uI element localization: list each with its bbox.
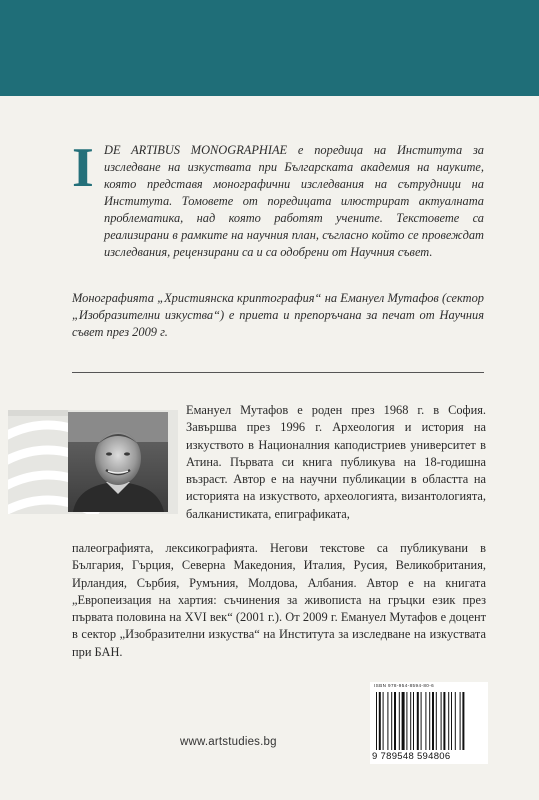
author-bio-continued: палеографията, лексикографията. Негови текстове са публикувани в България, Гърция, Северна Македония, Италия, Русия, Великобритания, Ирландия, Сърбия, Румъния, Молдова, Албания. Автор е на книгата „Европеизация на хартия: съчинения за живописта на гръцки език през първата половина на XVI век“ (2001 г.). От 2009 г. Емануел Мутафов е доцент в сектор „Изобразителни изкуства“ на Института за изследване на изкуствата при БАН.	[72, 541, 486, 659]
series-description: DE ARTIBUS MONOGRAPHIAE е поредица на Института за изследване на изкуствата при Българската академия на науките, която представя монографични изследвания на сътрудници на Института. Томовете от поредицата илюстрират актуалната проблематика, над която работят учените. Текстовете са реализирани в рамките на научния план, съгласно който се провеждат изследвания, рецензирани са и са одобрени от Научния съвет.	[104, 143, 484, 259]
isbn-label: ISBN 978-954-8594-80-6	[374, 683, 435, 688]
barcode-bars-icon	[376, 692, 482, 750]
barcode-digits: 9 789548 594806	[372, 751, 451, 762]
drop-cap: I	[72, 137, 94, 199]
barcode	[370, 682, 488, 764]
divider-line	[72, 372, 484, 373]
cover-top-band	[0, 0, 539, 96]
recommendation-note: Монографията „Християнска криптография“ на Емануел Мутафов (сектор „Изобразителни изкуства“) е приета и препоръчана за печат от Научния съвет през 2009 г.	[72, 291, 484, 339]
website-link[interactable]: www.artstudies.bg	[180, 736, 277, 748]
author-portrait-photo	[68, 412, 168, 512]
author-bio: Емануел Мутафов е роден през 1968 г. в София. Завършва през 1996 г. Археология и история на изкуството в Националния каподистриев университет в Атина. Първата си книга публикува на 18-годишна възраст. Автор е на научни публикации в областта на историята на изкуството, археологията, византологията, балканистиката, епиграфиката,	[186, 403, 486, 521]
